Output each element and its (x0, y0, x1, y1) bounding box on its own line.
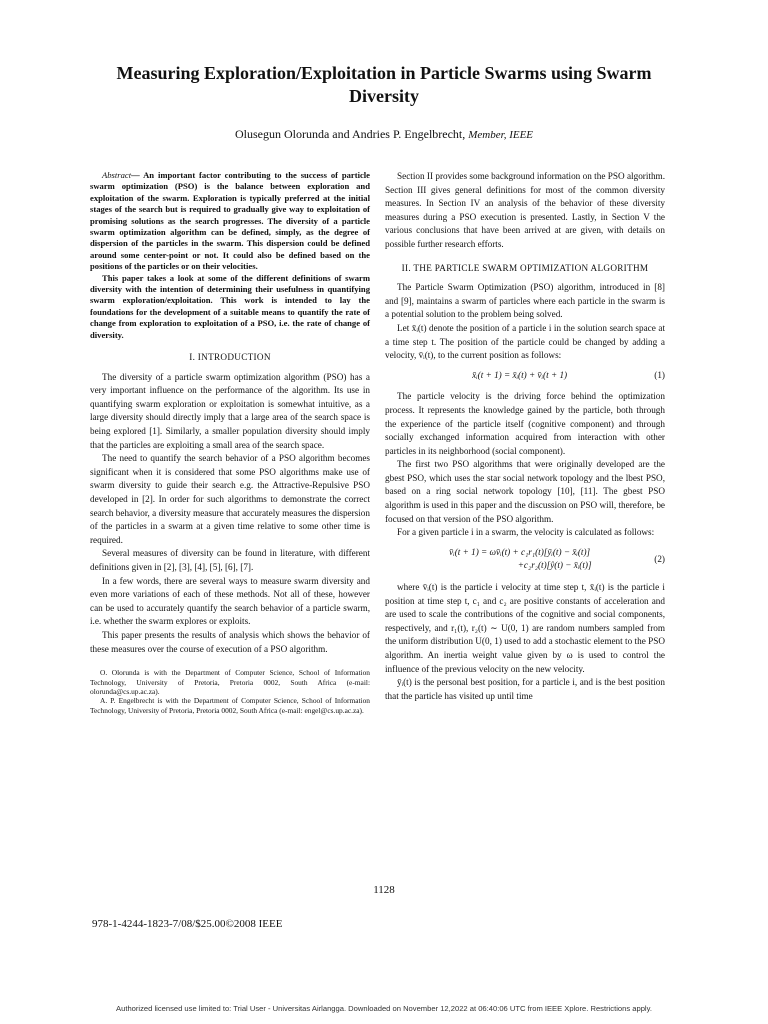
intro-paragraph-1: The diversity of a particle swarm optimization algorithm (PSO) has a very important influence on the performance of the algorithm. Its use in quantifying swarm exploration or exploitation is somewhat intuitive, as a large diversity should directly imply that a large area of the search space is being explored [1]. Similarly, a smaller population diversity should imply that the particles are exploiting a small area of the search space. (90, 371, 370, 450)
left-column (90, 170, 370, 715)
copyright-notice: 978-1-4244-1823-7/08/$25.00©2008 IEEE (92, 918, 283, 930)
pso-paragraph-4: The first two PSO algorithms that were originally developed are the gbest PSO, which uses the star social network topology and the lbest PSO, based on a ring social network topology [10], [11]. The gbest PSO algorithm is used in this paper and the discussion on PSO will, therefore, be focused on that version of the PSO algorithm. (385, 459, 665, 524)
intro-paragraph-4: In a few words, there are several ways to measure swarm diversity and even more variations of each of these methods. Not all of these, however can be used to accurately quantify the search behavior of a particle swarm, i.e. whether the swarm explores or exploits. (90, 575, 370, 627)
pso-paragraph-7: ȳᵢ(t) is the personal best position, for a particle i, and is the best position that the particle has visited up until time (385, 677, 665, 701)
pso-paragraph-5: For a given particle i in a swarm, the velocity is calculated as follows: (397, 527, 655, 538)
equation-2-number: (2) (654, 553, 665, 564)
intro-paragraph-2: The need to quantify the search behavior of a PSO algorithm becomes significant when it is considered that some PSO algorithms make use of swarm diversity to guide their search e.g. the Attractive-Repulsive PSO developed in [2]. In order for such algorithms to demonstrate the correct search behavior, a diversity measure that accurately measures the dispersion of the particles in a swarm at a given time relative to some other time is required. (90, 453, 370, 545)
overview-paragraph: Section II provides some background information on the PSO algorithm. Section III gives general definitions for most of the common diversity measures. In Section IV an analysis of the behavior of these diversity measures during a PSO execution is presented. Lastly, in Section V the various conclusions that have been arrived at are given, with details on possible further research efforts. (385, 171, 665, 249)
pso-paragraph-2: Let x̄ᵢ(t) denote the position of a particle i in the solution search space at a time step t. The position of the particle could be changed by adding a velocity, v̄ᵢ(t), to the current position as follows: (385, 322, 665, 361)
section-heading-pso: II. THE PARTICLE SWARM OPTIMIZATION ALGORITHM (401, 262, 649, 273)
license-banner: Authorized licensed use limited to: Trial User - Universitas Airlangga. Downloaded on November 12,2022 at 06:40:06 UTC from IEEE Xplore. Restrictions apply. (116, 1004, 652, 1013)
pso-paragraph-1: The Particle Swarm Optimization (PSO) algorithm, introduced in [8] and [9], maintains a swarm of particles where each particle in the swarm is a potential solution to the problem being solved. (385, 282, 665, 320)
author-line (96, 127, 672, 142)
equation-1-body: x̄ᵢ(t + 1) = x̄ᵢ(t) + v̄ᵢ(t + 1) (472, 369, 568, 380)
equation-1 (385, 369, 665, 383)
footnotes (90, 668, 370, 715)
author-membership: Member, IEEE (468, 129, 534, 141)
right-column (385, 170, 665, 703)
equation-2-line-1: v̄ᵢ(t + 1) = ωv̄ᵢ(t) + c₁r₁(t)[ȳᵢ(t) − x̄ᵢ(t)] (449, 546, 591, 557)
footnote-2: A. P. Engelbrecht is with the Department of Computer Science, School of Information Technology, University of Pretoria, Pretoria 0002, South Africa (e-mail: engel@cs.up.ac.za). (90, 696, 370, 715)
footnote-1: O. Olorunda is with the Department of Computer Science, School of Information Technology, University of Pretoria, Pretoria 0002, South Africa (e-mail: olorunda@cs.up.ac.za). (90, 668, 370, 696)
pso-paragraph-3: The particle velocity is the driving force behind the optimization process. It represents the knowledge gained by the particle, both through the experience of the particle itself (cognitive component) and through socially exchanged information acquired from interaction with other particles in its neighborhood (social component). (385, 391, 665, 456)
page-number: 1128 (373, 884, 395, 896)
pso-paragraph-6: where v̄ᵢ(t) is the particle i velocity at time step t, x̄ᵢ(t) is the particle i position at time step t, c₁ and c₂ are positive constants of acceleration and are used to scale the contributions of the cognitive and social components, respectively, and r₁(t), r₂(t) ∼ U(0, 1) are random numbers sampled from the uniform distribution U(0, 1) used to add a stochastic element to the PSO algorithm. An inertia weight value given by ω is used to control the influence of the previous velocity on the new velocity. (385, 582, 665, 674)
equation-1-number: (1) (654, 369, 665, 380)
abstract-paragraph-1: — An important factor contributing to the success of particle swarm optimization (PSO) is the balance between exploration and exploitation of the swarm. Exploration is typically preferred at the initial stages of the search but is required to gradually give way to exploitation of promising solutions as the search progresses. The diversity of a particle swarm optimization algorithm can be defined, simply, as the degree of dispersion of the particles in the swarm. This dispersion could be defined around some center-point or not. It could also be defined based on the positions of the particles or on their velocities. (90, 170, 370, 272)
abstract-label: Abstract (102, 170, 132, 180)
abstract (90, 170, 370, 341)
intro-paragraph-3: Several measures of diversity can be found in literature, with different definitions given in [2], [3], [4], [5], [6], [7]. (90, 548, 370, 572)
equation-2 (385, 546, 665, 573)
section-heading-introduction: I. INTRODUCTION (189, 352, 271, 363)
paper-title: Measuring Exploration/Exploitation in Particle Swarms using Swarm Diversity (116, 63, 652, 106)
equation-2-line-2: +c₂r₂(t)[ŷ(t) − x̄ᵢ(t)] (517, 560, 592, 571)
author-names: Olusegun Olorunda and Andries P. Engelbrecht, (234, 127, 466, 141)
intro-paragraph-5: This paper presents the results of analysis which shows the behavior of these measures over the course of execution of a PSO algorithm. (90, 629, 370, 654)
abstract-paragraph-2: This paper takes a look at some of the different definitions of swarm diversity with the intention of determining their usefulness in quantifying swarm exploration/exploitation. This work is intended to lay the foundations for the development of a suitable means to quantify the rate of change from exploration to exploitation of a PSO, i.e. the rate of change of diversity. (90, 272, 370, 340)
